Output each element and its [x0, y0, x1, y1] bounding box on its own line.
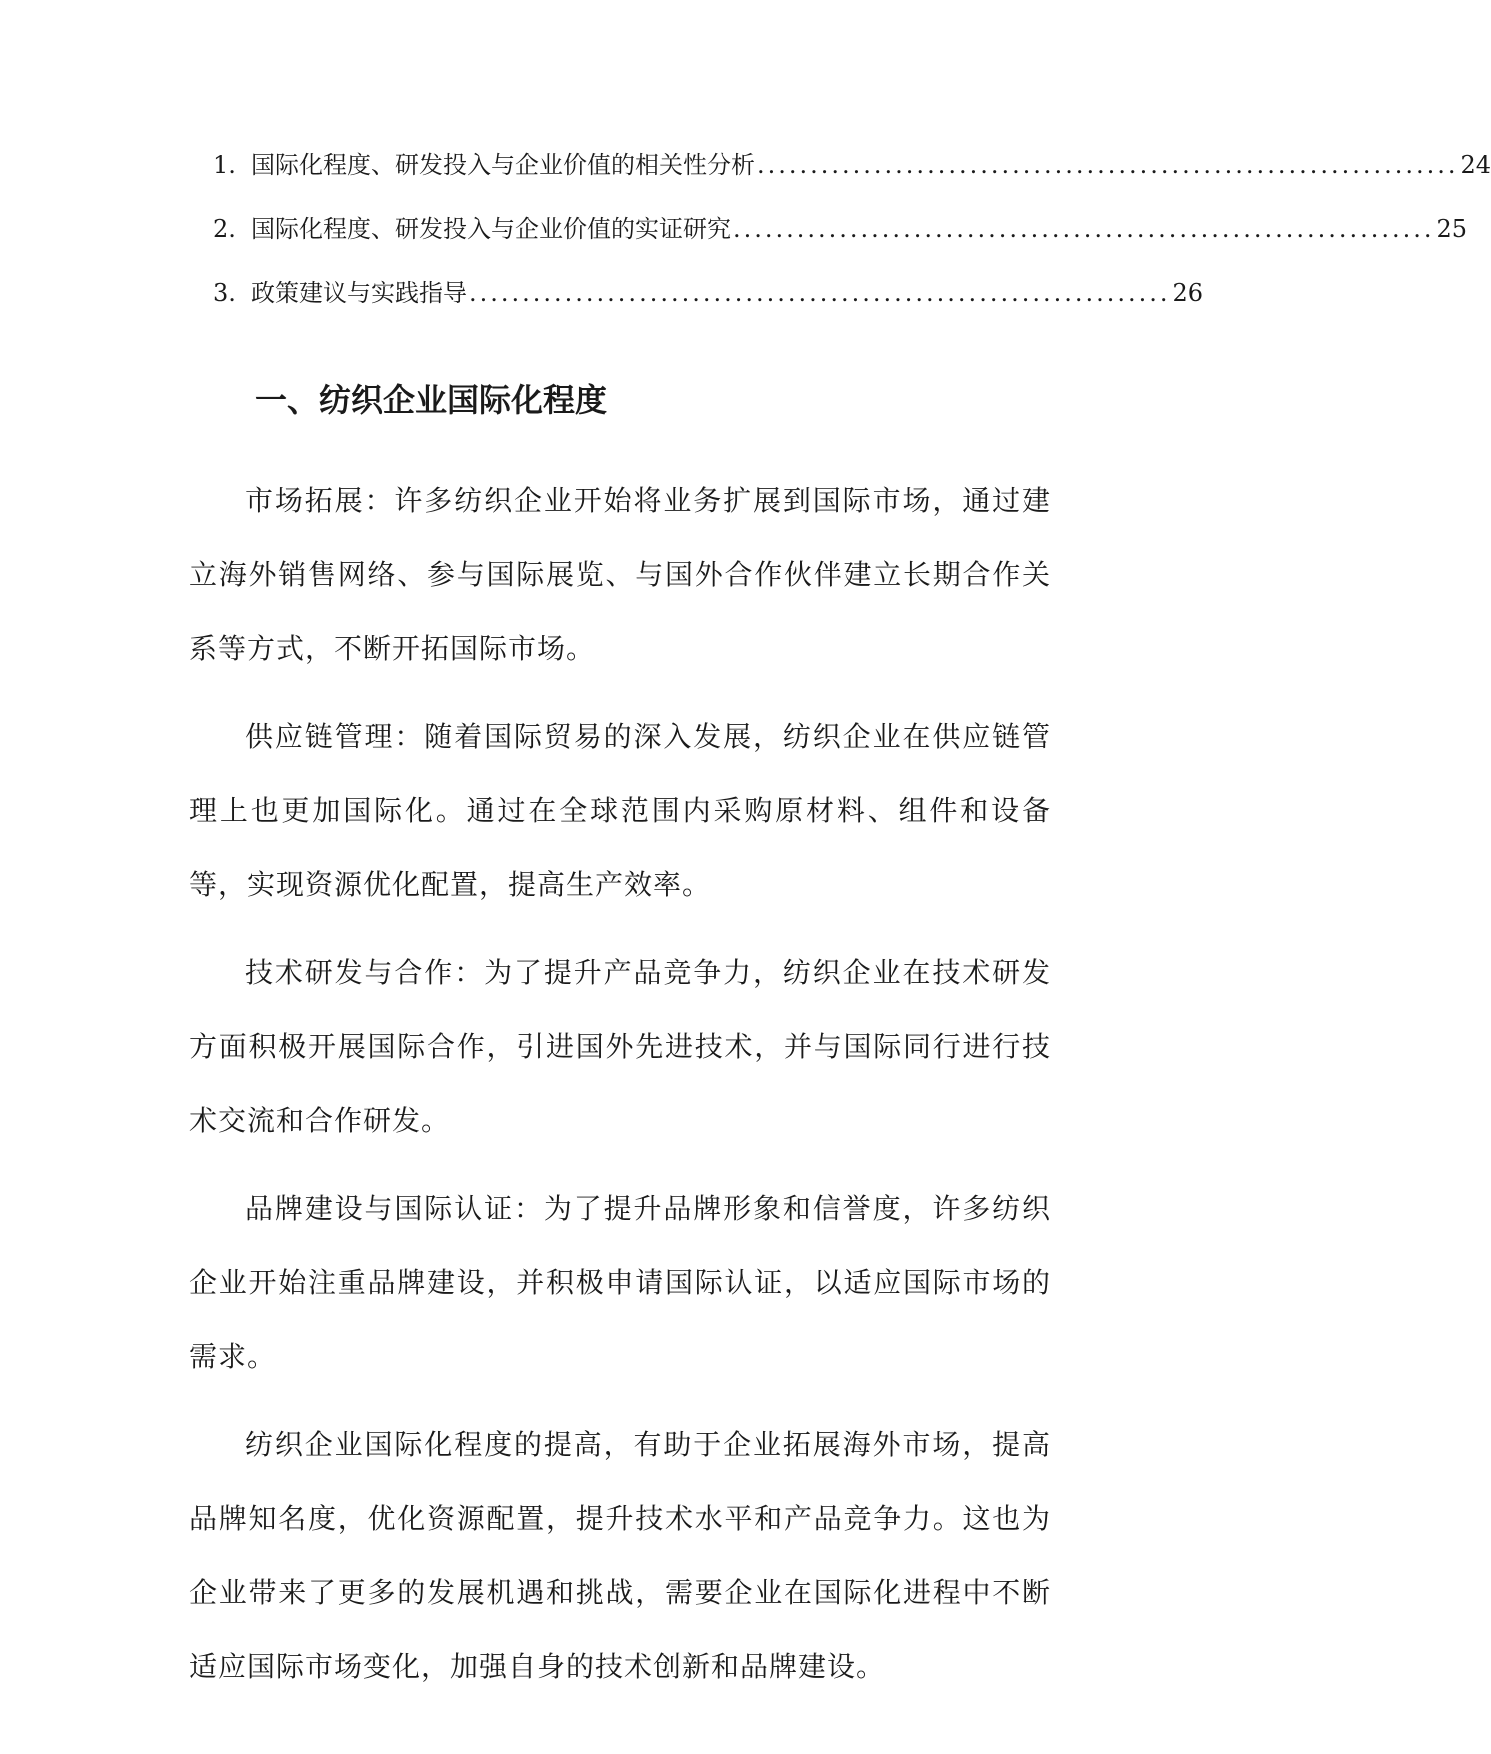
paragraph-rnd-cooperation: 技术研发与合作：为了提升产品竞争力，纺织企业在技术研发方面积极开展国际合作，引进国外先进技术，并与国际同行进行技术交流和合作研发。: [189, 956, 1051, 1137]
paragraph-market-expansion: 市场拓展：许多纺织企业开始将业务扩展到国际市场，通过建立海外销售网络、参与国际展览、与国外合作伙伴建立长期合作关系等方式，不断开拓国际市场。: [189, 484, 1051, 665]
toc-entry-title: 政策建议与实践指导: [251, 279, 467, 307]
toc-leader-dots: ..................................................................: [469, 279, 1171, 307]
toc-entry-page: 25: [1436, 215, 1468, 243]
paragraph-summary: 纺织企业国际化程度的提高，有助于企业拓展海外市场，提高品牌知名度，优化资源配置，提升技术水平和产品竞争力。这也为企业带来了更多的发展机遇和挑战，需要企业在国际化进程中不断适应国际市场变化，加强自身的技术创新和品牌建设。: [189, 1428, 1051, 1683]
toc-entry-title: 国际化程度、研发投入与企业价值的相关性分析: [251, 151, 755, 179]
toc-leader-dots: ..................................................................: [757, 151, 1459, 179]
toc-entry-page: 26: [1172, 279, 1204, 307]
paragraph-brand-certification: 品牌建设与国际认证：为了提升品牌形象和信誉度，许多纺织企业开始注重品牌建设，并积极申请国际认证，以适应国际市场的需求。: [189, 1192, 1051, 1373]
section-heading: 一、纺织企业国际化程度: [255, 381, 608, 419]
toc-entry[interactable]: [213, 148, 1491, 212]
toc-entry-title: 国际化程度、研发投入与企业价值的实证研究: [251, 215, 731, 243]
toc-entry-number: 1.: [213, 151, 236, 179]
toc-entry[interactable]: [213, 212, 1468, 276]
toc-leader-dots: ..................................................................: [733, 215, 1435, 243]
table-of-contents: [213, 148, 1491, 340]
paragraph-supply-chain: 供应链管理：随着国际贸易的深入发展，纺织企业在供应链管理上也更加国际化。通过在全球范围内采购原材料、组件和设备等，实现资源优化配置，提高生产效率。: [189, 720, 1051, 901]
section-body: [189, 464, 1051, 1718]
toc-entry[interactable]: [213, 276, 1204, 340]
toc-entry-page: 24: [1460, 151, 1491, 179]
toc-entry-number: 3.: [213, 279, 236, 307]
toc-entry-number: 2.: [213, 215, 236, 243]
